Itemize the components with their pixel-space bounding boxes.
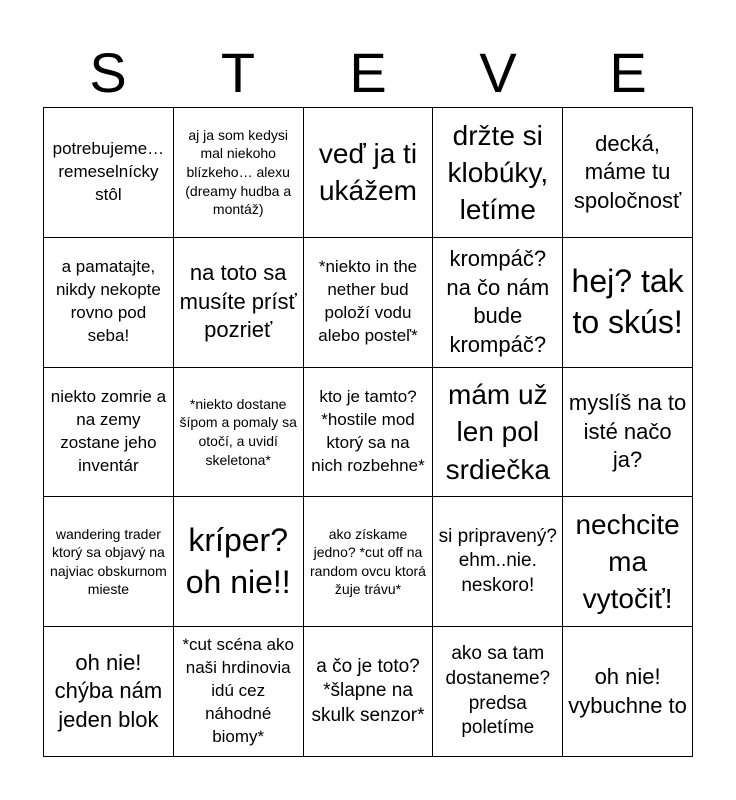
cell-text: si pripravený? ehm..nie. neskoro!	[438, 525, 557, 597]
header-letter: V	[479, 41, 517, 104]
bingo-cell[interactable]	[44, 238, 174, 368]
bingo-cell[interactable]	[304, 238, 434, 368]
bingo-cell[interactable]	[304, 497, 434, 627]
bingo-cell[interactable]	[433, 368, 563, 498]
cell-text: nechcite ma vytočiť!	[575, 508, 680, 615]
cell-text: kríper? oh nie!!	[185, 522, 291, 600]
bingo-cell[interactable]	[563, 627, 693, 757]
bingo-cell[interactable]	[174, 368, 304, 498]
cell-text: oh nie! chýba nám jeden blok	[54, 649, 163, 732]
bingo-cell[interactable]	[44, 108, 174, 238]
header-letter: E	[349, 41, 387, 104]
cell-text: *niekto in the nether bud položí vodu alebo posteľ*	[318, 257, 418, 346]
bingo-cell[interactable]	[433, 497, 563, 627]
bingo-cell[interactable]	[304, 627, 434, 757]
bingo-cell[interactable]	[433, 238, 563, 368]
bingo-cell[interactable]	[433, 627, 563, 757]
bingo-cell[interactable]	[44, 497, 174, 627]
bingo-cell[interactable]	[44, 627, 174, 757]
cell-text: ako sa tam dostaneme? predsa poletíme	[445, 643, 551, 739]
bingo-cell[interactable]	[174, 238, 304, 368]
cell-text: myslíš na to isté načo ja?	[568, 390, 687, 473]
cell-text: hej? tak to skús!	[571, 262, 684, 341]
bingo-cell[interactable]	[563, 108, 693, 238]
cell-text: kto je tamto? *hostile mod ktorý sa na nich rozbehne*	[311, 387, 425, 475]
bingo-cell[interactable]	[433, 108, 563, 238]
cell-text: veď ja ti ukážem	[318, 138, 418, 207]
bingo-cell[interactable]	[304, 108, 434, 238]
header-letter: T	[220, 41, 256, 104]
bingo-header	[43, 40, 693, 106]
bingo-cell[interactable]	[174, 497, 304, 627]
bingo-cell[interactable]	[174, 627, 304, 757]
cell-text: niekto zomrie a na zemy zostane jeho inventár	[50, 387, 167, 475]
bingo-cell[interactable]	[563, 497, 693, 627]
bingo-cell[interactable]	[563, 368, 693, 498]
bingo-grid	[43, 107, 693, 757]
cell-text: potrebujeme… remeselnícky stôl	[52, 138, 165, 204]
header-letter: S	[89, 41, 127, 104]
cell-text: krompáč? na čo nám bude krompáč?	[446, 246, 550, 357]
bingo-cell[interactable]	[563, 238, 693, 368]
bingo-cell[interactable]	[44, 368, 174, 498]
cell-text: *niekto dostane šípom a pomaly sa otočí, a uvidí skeletona*	[179, 395, 297, 468]
cell-text: ako získame jedno? *cut off na random ovcu ktorá žuje trávu*	[310, 525, 426, 598]
bingo-cell[interactable]	[304, 368, 434, 498]
cell-text: a pamatajte, nikdy nekopte rovno pod seba!	[55, 257, 161, 346]
cell-text: oh nie! vybuchne to	[568, 664, 687, 718]
cell-text: na toto sa musíte prísť pozrieť	[179, 260, 297, 343]
bingo-cell[interactable]	[174, 108, 304, 238]
cell-text: decká, máme tu spoločnosť	[573, 130, 682, 213]
cell-text: držte si klobúky, letíme	[447, 119, 549, 226]
cell-text: *cut scéna ako naši hrdinovia idú cez náhodné biomy*	[182, 635, 294, 746]
cell-text: wandering trader ktorý sa objavý na najviac obskurnom mieste	[50, 525, 167, 598]
cell-text: mám už len pol srdiečka	[445, 379, 550, 485]
cell-text: aj ja som kedysi mal niekoho blízkeho… alexu (dreamy hudba a montáž)	[185, 126, 292, 218]
cell-text: a čo je toto? *šlapne na skulk senzor*	[311, 655, 425, 726]
header-letter: E	[609, 41, 647, 104]
